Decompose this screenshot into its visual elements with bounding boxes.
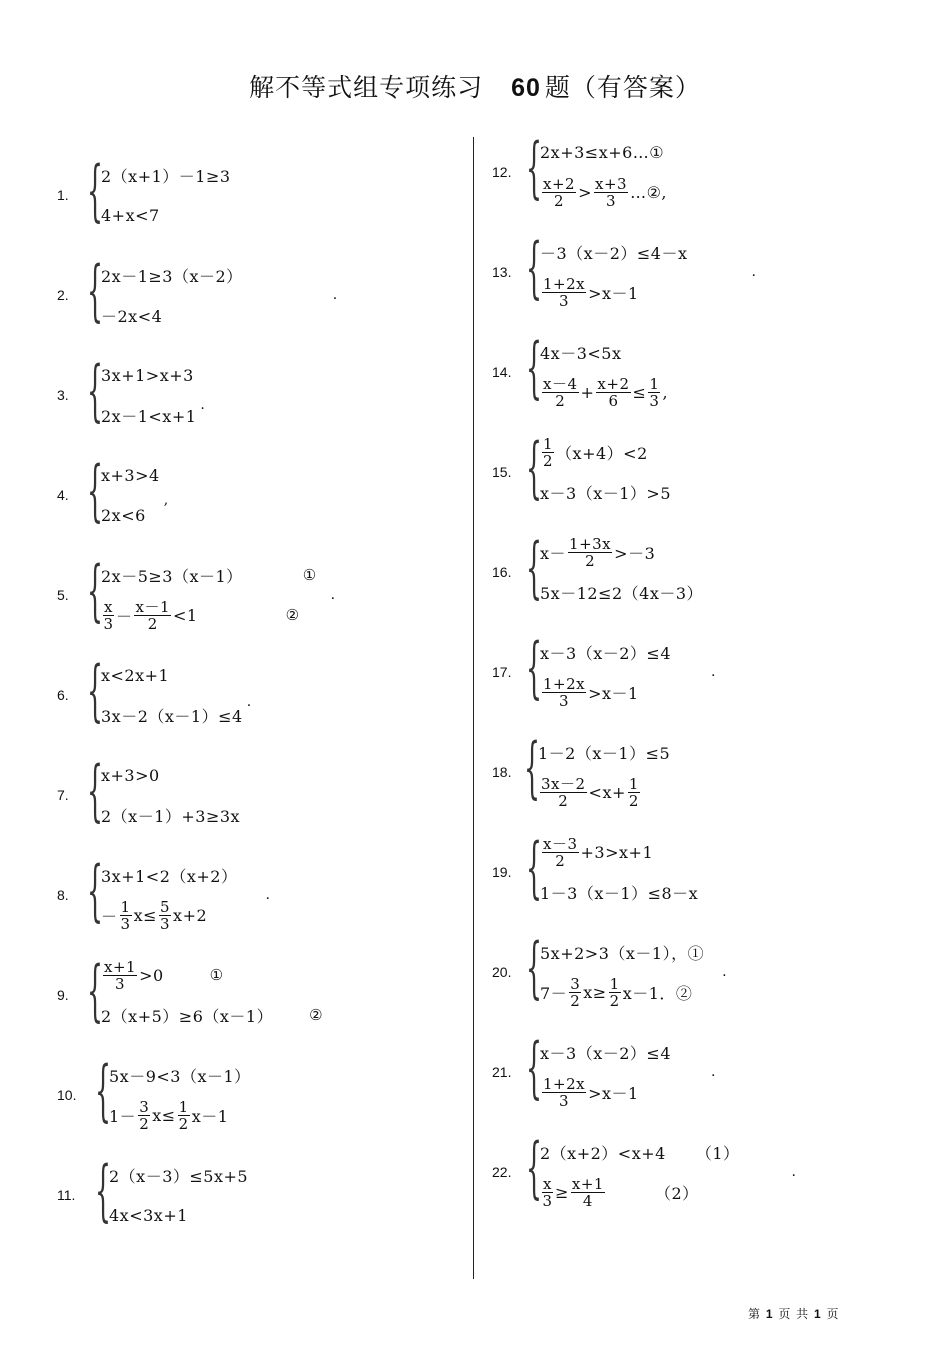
problem-13: 13. { －3（x－2）≤4－x $\frac{1+2x}{3}$ >x－1 . — [492, 229, 756, 310]
problem-1: 1. { 2（x+1）－1≥3 4+x<7 — [57, 152, 231, 229]
problem-6: 6. { x<2x+1 3x－2（x－1）≤4 . — [57, 652, 252, 729]
problem-8: 8. { 3x+1<2（x+2） － $\frac{1}{3}$ x≤ $\frac{5}{3}$ x+2 . — [57, 852, 270, 933]
problem-3: 3. { 3x+1>x+3 2x－1<x+1 . — [57, 352, 205, 429]
problem-19: 19. { $\frac{x-3}{2}$ +3>x+1 1－3（x－1）≤8－x — [492, 829, 699, 906]
problem-9: 9. { $\frac{x+1}{3}$ >0 ① 2（x+5）≥6（x－1） ② — [57, 952, 324, 1029]
problem-14: 14. { 4x－3<5x $\frac{x-4}{2}$ + $\frac{x+2}{6}$ ≤ $\frac{1}{3}$ , — [492, 329, 669, 410]
problem-16: 16. { x－ $\frac{1+3x}{2}$ >－3 5x－12≤2（4x－3） — [492, 529, 704, 606]
problem-18: 18. { 1－2（x－1）≤5 $\frac{3x-2}{2}$ <x+ $\frac{1}{2}$ — [492, 729, 671, 810]
page-footer: 第 1 页 共 1 页 — [748, 1307, 840, 1321]
column-divider — [473, 137, 474, 1279]
problem-2: 2. { 2x－1≥3（x－2） －2x<4 . — [57, 252, 338, 329]
page-title: 解不等式组专项练习 60 题（有答案） — [249, 73, 701, 102]
problem-20: 20. { 5x+2>3（x－1），① 7－ $\frac{3}{2}$ x≥ $\frac{1}{2}$ x－1．② . — [492, 929, 727, 1010]
problem-7: 7. { x+3>0 2（x－1）+3≥3x — [57, 752, 241, 829]
problem-17: 17. { x－3（x－2）≤4 $\frac{1+2x}{3}$ >x－1 . — [492, 629, 716, 710]
problem-22: 22. { 2（x+2）<x+4 （1） $\frac{x}{3}$ ≥ $\frac{x+1}{4}$ （2） . — [492, 1129, 796, 1210]
problem-10: 10. { 5x－9<3（x－1） 1－ $\frac{3}{2}$ x≤ $\frac{1}{2}$ x－1 — [57, 1052, 251, 1133]
problem-12: 12. { 2x+3≤x+6…① $\frac{x+2}{2}$ > $\frac{x+3}{3}$ …② , — [492, 129, 667, 210]
problem-21: 21. { x－3（x－2）≤4 $\frac{1+2x}{3}$ >x－1 . — [492, 1029, 716, 1110]
problem-15: 15. { $\frac{1}{2}$ （x+4）<2 x－3（x－1）>5 — [492, 429, 671, 506]
problem-11: 11. { 2（x－3）≤5x+5 4x<3x+1 — [57, 1152, 249, 1229]
problem-5: 5. { 2x－5≥3（x－1） ① $\frac{x}{3}$ － $\frac{x-1}{2}$ <1 ② . — [57, 552, 336, 633]
problem-4: 4. { x+3>4 2x<6 , — [57, 452, 169, 529]
